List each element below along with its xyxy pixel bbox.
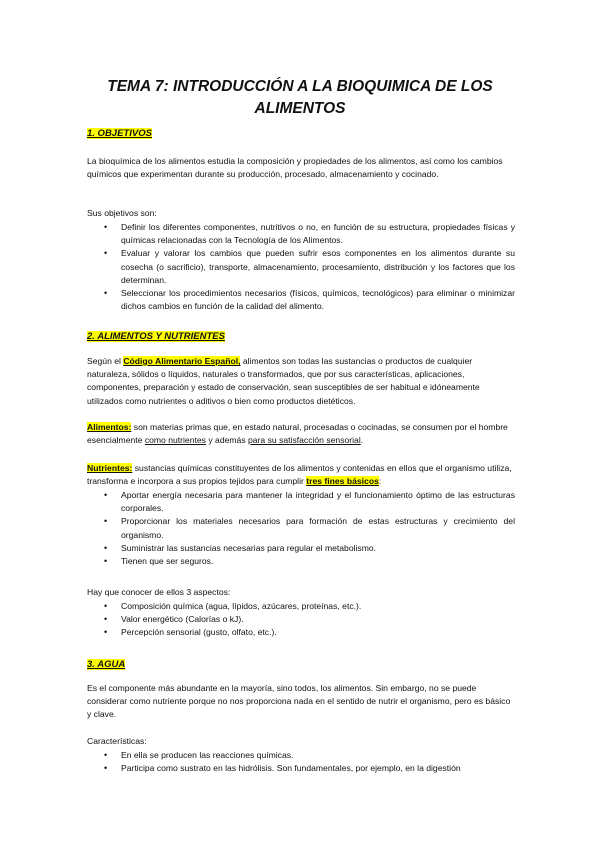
nutrientes-list: [87, 489, 515, 568]
bullet-icon: •: [104, 763, 108, 774]
codigo-paragraph: Según el Código Alimentario Español, alimentos son todas las sustancias o productos de cualquier naturaleza, sólidos o líquidos, naturales o transformados, que por sus características, aplicaciones, componentes, preparación y estado de conservación, sean susceptibles de ser habitual e idóneamente utilizados como nutrientes o aditivos o bien como productos dietéticos.: [87, 356, 480, 406]
section-heading-objetivos: [87, 128, 152, 139]
nutrientes-paragraph: Nutrientes: sustancias químicas constituyentes de los alimentos y contenidas en ellos que el organismo utiliza, transforma e incorpora a sus propios tejidos para cumplir tres fines básicos:: [87, 463, 512, 487]
bullet-icon: •: [104, 288, 108, 299]
objetivos-sub: Sus objetivos son:: [87, 208, 157, 218]
bullet-icon: •: [104, 556, 108, 567]
list-item: • Aportar energía necesaria para mantener la integridad y el funcionamiento óptimo de las estructuras corporales.: [104, 490, 515, 514]
list-item: • Suministrar las sustancias necesarias para regular el metabolismo.: [87, 542, 515, 555]
bullet-icon: •: [104, 601, 108, 611]
list-item: • Seleccionar los procedimientos necesarios (físicos, químicos, tecnológicos) para eliminar o minimizar dichos cambios en función de la calidad del alimento.: [104, 288, 515, 312]
nutrientes-term: Nutrientes:: [87, 463, 133, 473]
list-item: • Percepción sensorial (gusto, olfato, etc.).: [87, 626, 515, 639]
page-title: TEMA 7: INTRODUCCIÓN A LA BIOQUIMICA DE LOS ALIMENTOS: [107, 78, 493, 117]
section-heading-text: 3. AGUA: [87, 659, 126, 670]
section-heading-alimentos: [87, 331, 225, 342]
list-item: • Proporcionar los materiales necesarios para formación de estas estructuras y crecimiento del organismo.: [104, 516, 515, 540]
list-item: • Tienen que ser seguros.: [87, 555, 515, 568]
caracteristicas-list: [87, 749, 515, 775]
section-heading-agua: [87, 659, 125, 670]
caracteristicas-sub: Características:: [87, 736, 147, 746]
list-item: • En ella se producen las reacciones químicas.: [87, 749, 515, 762]
bullet-icon: •: [104, 614, 108, 625]
list-item: • Definir los diferentes componentes, nutritivos o no, en función de su estructura, propiedades físicas y químicas relacionadas con la Tecnología de los Alimentos.: [104, 222, 515, 246]
alimentos-paragraph: Alimentos: son materias primas que, en estado natural, procesadas o cocinadas, se consumen por el hombre esencialmente como nutrientes y además para su satisfacción sensorial.: [87, 422, 508, 446]
bullet-icon: •: [104, 516, 108, 527]
tres-fines-term: tres fines básicos: [306, 476, 379, 487]
bullet-icon: •: [104, 490, 108, 500]
aspectos-list: [87, 600, 515, 640]
bullet-icon: •: [104, 542, 108, 553]
codigo-term: Código Alimentario Español,: [123, 356, 241, 366]
bullet-icon: •: [104, 627, 108, 638]
list-item: • Evaluar y valorar los cambios que pueden sufrir esos componentes en los alimentos durante su cosecha (o sacrificio), transporte, almacenamiento, procesamiento, distribución y los factores que los determinan.: [104, 248, 515, 285]
alimentos-term: Alimentos:: [87, 422, 132, 432]
section-heading-text: 2. ALIMENTOS Y NUTRIENTES: [87, 331, 225, 342]
bullet-icon: •: [104, 222, 108, 232]
bullet-icon: •: [104, 750, 108, 760]
aspectos-intro: Hay que conocer de ellos 3 aspectos:: [87, 587, 231, 597]
list-item: • Composición química (agua, lípidos, azúcares, proteínas, etc.).: [87, 600, 515, 613]
objetivos-intro: La bioquímica de los alimentos estudia la composición y propiedades de los alimentos, así como los cambios químicos que experimentan durante su producción, procesado, almacenamiento y cocinado.: [87, 156, 503, 180]
list-item: • Valor energético (Calorías o kJ).: [87, 613, 515, 626]
list-item: • Participa como sustrato en las hidrólisis. Son fundamentales, por ejemplo, en la digestión: [87, 762, 515, 775]
section-heading-text: 1. OBJETIVOS: [87, 128, 152, 139]
objetivos-list: [87, 221, 515, 313]
agua-paragraph: Es el componente más abundante en la mayoría, sino todos, los alimentos. Sin embargo, no se puede considerar como nutriente porque no nos proporciona nada en el sentido de nutrir el organismo, pero es básico y clave.: [87, 683, 511, 720]
bullet-icon: •: [104, 248, 108, 259]
